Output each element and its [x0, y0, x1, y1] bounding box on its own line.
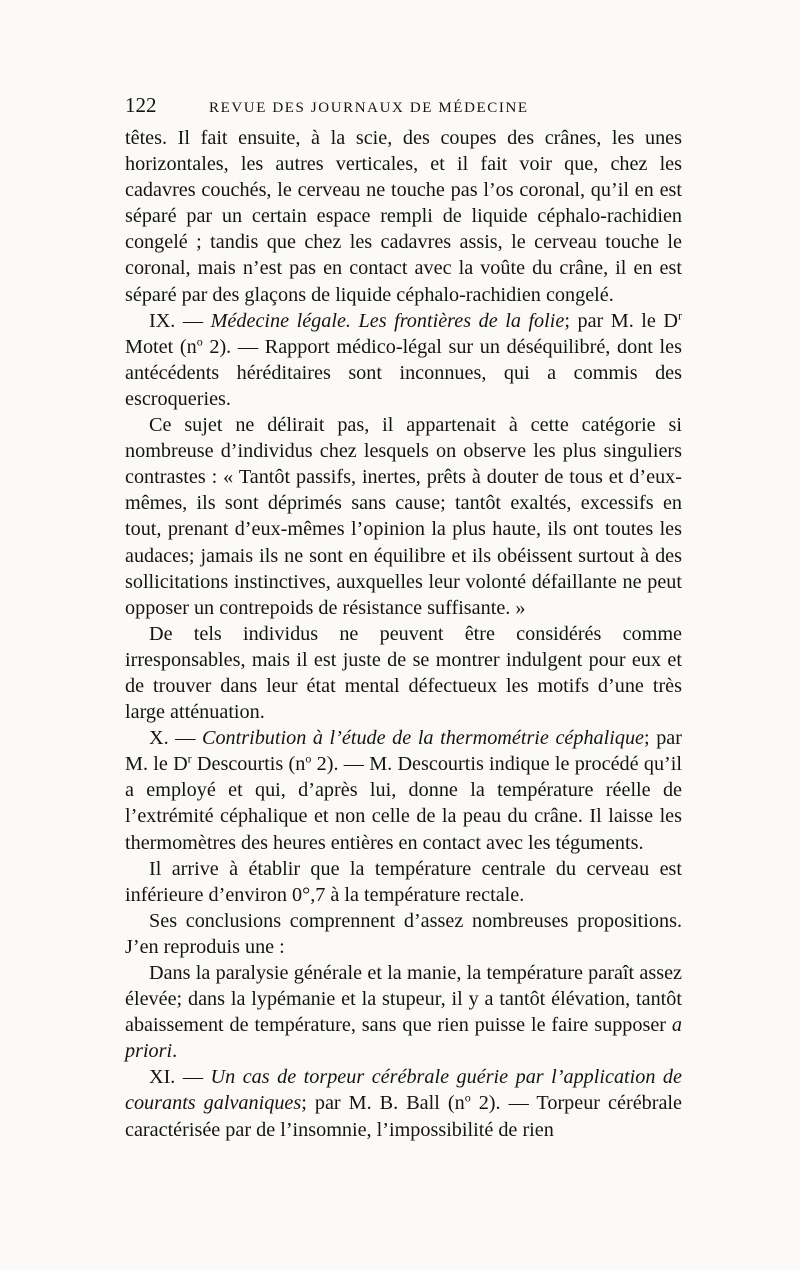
italic-title: Médecine légale. Les frontières de la folie: [210, 309, 565, 332]
text-run: ; par M. le D: [125, 727, 682, 776]
paragraph-p2: [125, 412, 682, 621]
superscript: r: [187, 751, 192, 766]
text-run: têtes. Il fait ensuite, à la scie, des coupes des crânes, les unes horizontales, les autres verticales, et il fait voir que, chez les cadavres couchés, le cerveau ne touche pas l’os coronal, qu’il en est séparé par un certain espace rempli de liquide céphalo-rachidien congelé ; tandis que chez les cadavres assis, le cerveau touche le coronal, mais n’est pas en contact avec la voûte du crâne, il en est séparé par des glaçons de liquide céphalo-rachidien congelé.: [125, 127, 682, 306]
paragraph-p6: [125, 908, 682, 960]
paragraph-p0: [125, 125, 682, 308]
page-number: 122: [125, 93, 157, 117]
text-run: X. —: [149, 727, 202, 750]
text-run: 2). — Rapport médico-légal sur un déséquilibré, dont les antécédents héréditaires sont inconnues, qui a commis des escroqueries.: [125, 335, 682, 410]
text-run: De tels individus ne peuvent être considérés comme irresponsables, mais il est juste de se montrer indulgent pour eux et de trouver dans leur état mental défectueux les motifs d’une très large atténuation.: [125, 622, 682, 724]
text-run: Ses conclusions comprennent d’assez nombreuses propositions. J’en reproduis une :: [125, 909, 682, 958]
text-run: ; par M. le D: [564, 309, 678, 332]
text-run: ; par M. B. Ball (n: [301, 1092, 465, 1115]
text-run: IX. —: [149, 309, 211, 332]
article-body: [125, 125, 682, 1143]
superscript: o: [196, 334, 203, 349]
paragraph-p7: [125, 960, 682, 1064]
running-title: REVUE DES JOURNAUX DE MÉDECINE: [209, 100, 529, 116]
page-header: [125, 92, 682, 121]
paragraph-p8: [125, 1064, 682, 1142]
text-run: .: [172, 1040, 178, 1063]
italic-title: a priori: [125, 1014, 682, 1063]
text-run: Dans la paralysie générale et la manie, la température paraît assez élevée; dans la lypémanie et la stupeur, il y a tantôt élévation, tantôt abaissement de température, sans que rien puisse le faire supposer: [125, 962, 682, 1037]
italic-title: Contribution à l’étude de la thermométrie céphalique: [201, 727, 645, 750]
text-run: 2). — Torpeur cérébrale caractérisée par de l’insomnie, l’impossibilité de rien: [125, 1092, 682, 1141]
superscript: r: [678, 307, 682, 322]
text-run: 2). — M. Descourtis indique le procédé qu’il a employé et qui, d’après lui, donne la température réelle de l’extrémité céphalique et non celle de la peau du crâne. Il laisse les thermomètres des heures entières en contact avec les téguments.: [125, 753, 682, 854]
paragraph-p3: [125, 621, 682, 725]
text-run: Descourtis (n: [191, 753, 306, 776]
superscript: o: [464, 1090, 471, 1105]
paragraph-p4: [125, 725, 682, 855]
text-run: Il arrive à établir que la température centrale du cerveau est inférieure d’environ 0°,7 à la température rectale.: [125, 857, 682, 906]
text-run: Ce sujet ne délirait pas, il appartenait à cette catégorie si nombreuse d’individus chez lesquels on observe les plus singuliers contrastes : « Tantôt passifs, inertes, prêts à douter de tous et d’eux-mêmes, ils sont déprimés sans cause; tantôt exaltés, excessifs en tout, prenant d’eux-mêmes l’opinion la plus haute, ils ont toutes les audaces; jamais ils ne sont en équilibre et ils obéissent surtout à des sollicitations instinctives, auxquelles leur volonté défaillante ne peut opposer un contrepoids de résistance suffisante. »: [125, 414, 682, 619]
italic-title: Un cas de torpeur cérébrale guérie par l’application de courants galvaniques: [125, 1066, 682, 1115]
paragraph-p1: [125, 308, 682, 412]
text-run: XI. —: [149, 1066, 211, 1089]
superscript: o: [305, 751, 312, 766]
text-run: Motet (n: [125, 335, 197, 358]
paragraph-p5: [125, 856, 682, 908]
